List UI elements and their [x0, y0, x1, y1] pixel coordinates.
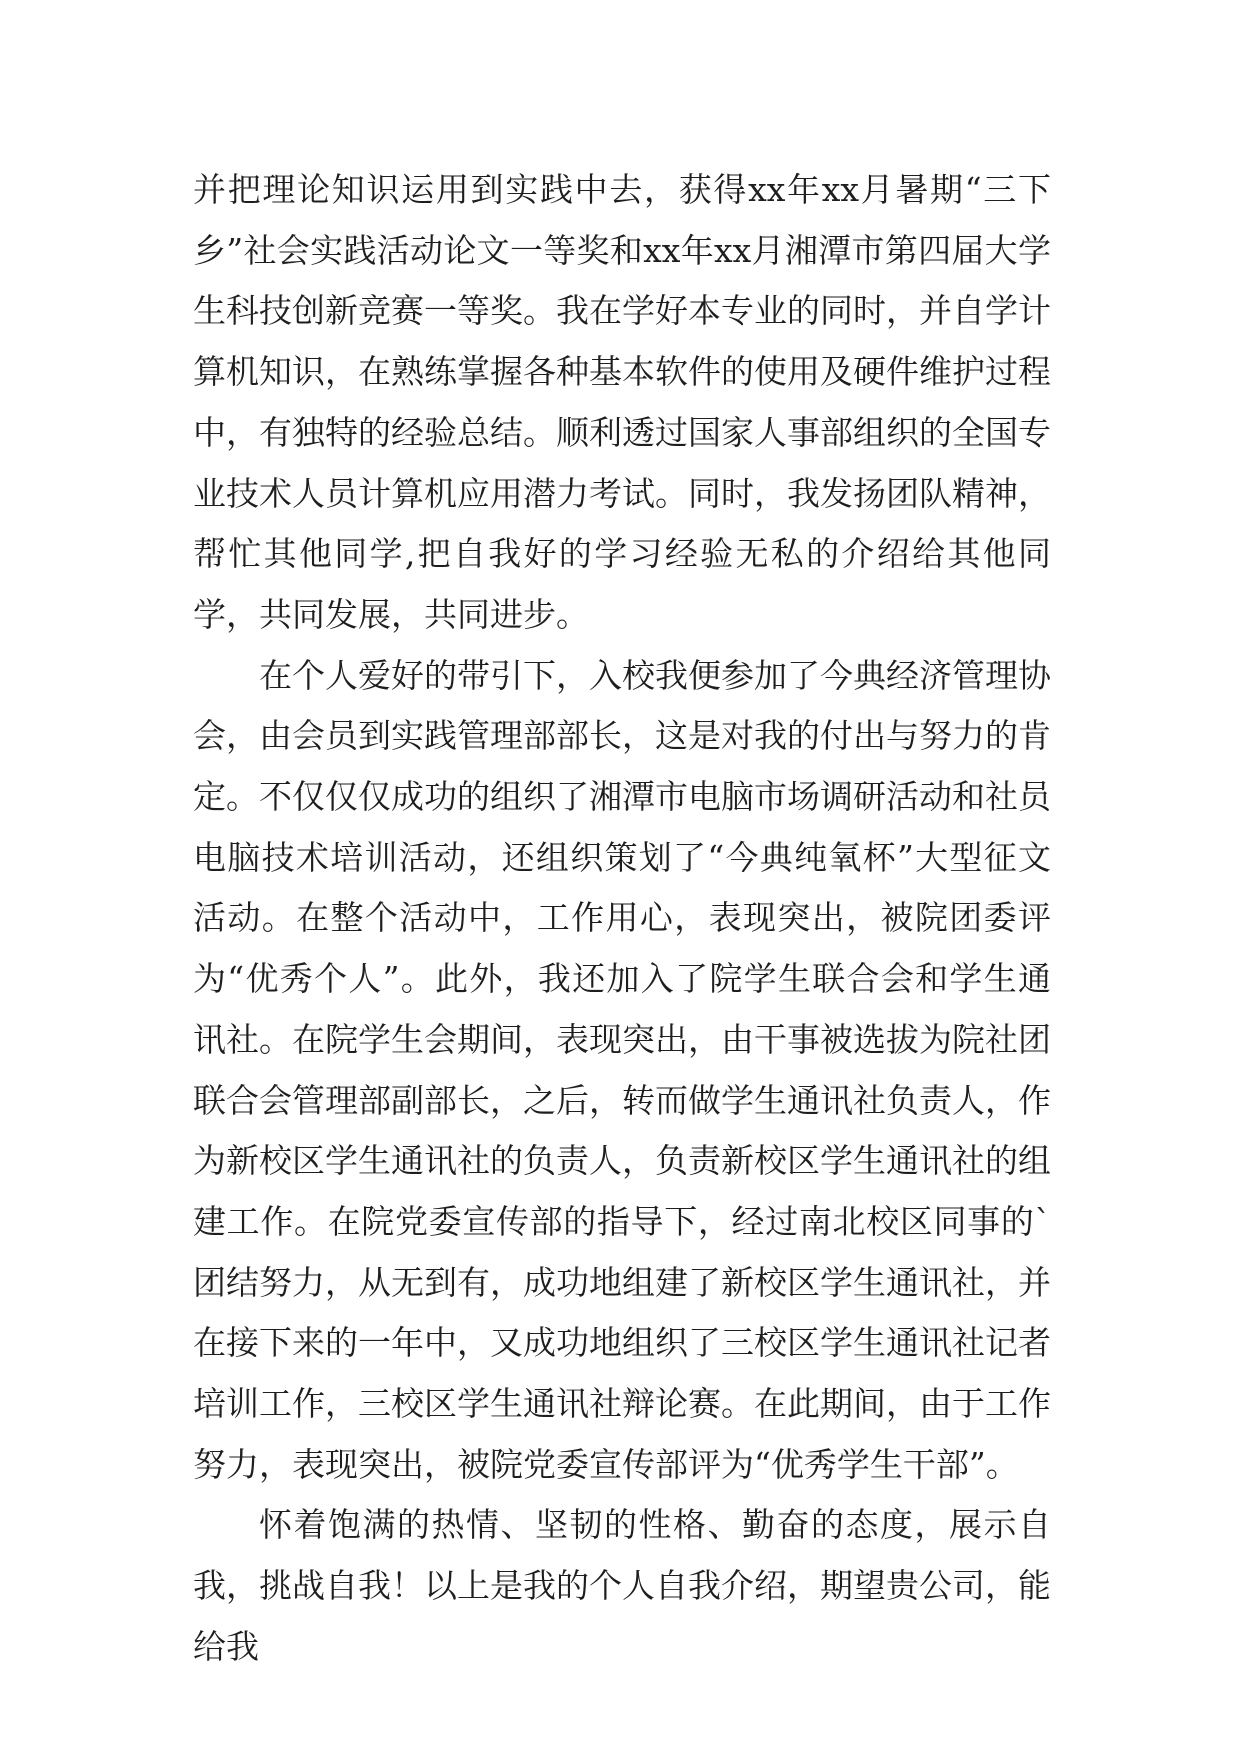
paragraph-activities: 在个人爱好的带引下，入校我便参加了今典经济管理协会，由会员到实践管理部部长，这是对我的付出与努力的肯定。不仅仅仅成功的组织了湘潭市电脑市场调研活动和社员电脑技术培训活动，还组织策划了“今典纯氧杯”大型征文活动。在整个活动中，工作用心，表现突出，被院团委评为“优秀个人”。此外，我还加入了院学生联合会和学生通讯社。在院学生会期间，表现突出，由干事被选拔为院社团联合会管理部副部长，之后，转而做学生通讯社负责人，作为新校区学生通讯社的负责人，负责新校区学生通讯社的组建工作。在院党委宣传部的指导下，经过南北校区同事的`团结努力，从无到有，成功地组建了新校区学生通讯社，并在接下来的一年中，又成功地组织了三校区学生通讯社记者培训工作，三校区学生通讯社辩论赛。在此期间，由于工作努力，表现突出，被院党委宣传部评为“优秀学生干部”。 [193, 655, 1051, 1484]
document-body [193, 160, 1051, 1678]
paragraph-continuation: 并把理论知识运用到实践中去，获得xx年xx月暑期“三下乡”社会实践活动论文一等奖和xx年xx月湘潭市第四届大学生科技创新竞赛一等奖。我在学好本专业的同时，并自学计算机知识，在熟练掌握各种基本软件的使用及硬件维护过程中，有独特的经验总结。顺利透过国家人事部组织的全国专业技术人员计算机应用潜力考试。同时，我发扬团队精神，帮忙其他同学,把自我好的学习经验无私的介绍给其他同学，共同发展，共同进步。 [193, 170, 1051, 634]
paragraph-closing: 怀着饱满的热情、坚韧的性格、勤奋的态度，展示自我，挑战自我！以上是我的个人自我介绍，期望贵公司，能给我 [193, 1505, 1051, 1666]
